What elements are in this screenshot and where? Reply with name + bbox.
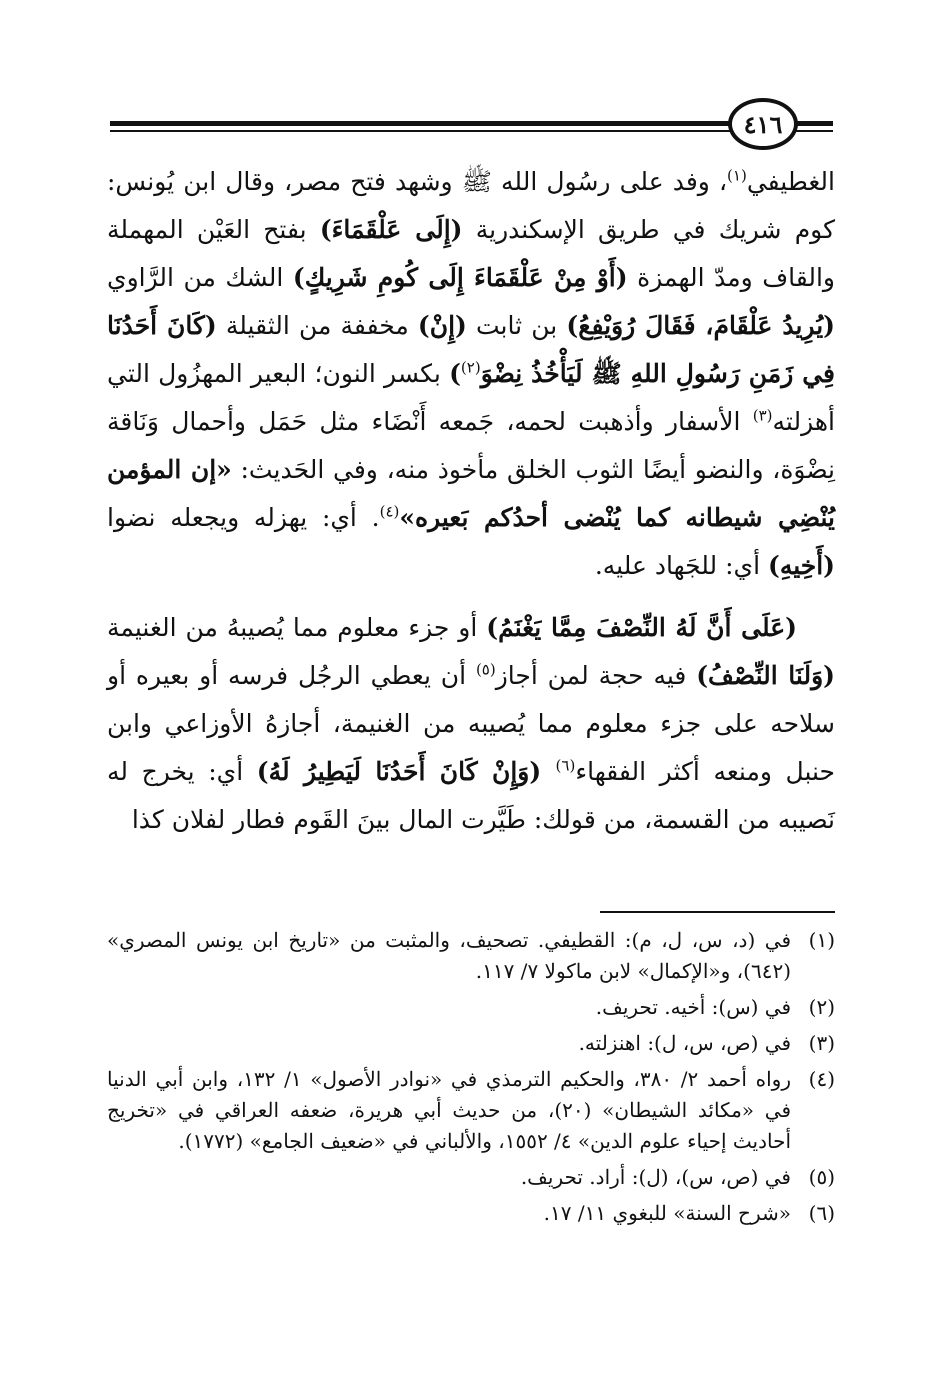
footnote-ref-1[interactable]: (١) — [727, 166, 747, 185]
footnotes — [107, 925, 835, 1234]
footnote-separator — [600, 911, 835, 913]
header-rule — [110, 121, 732, 126]
text: أي: يخرج له نَصيبه من القسمة، من قولك: طَيَّرت المال بينَ القَوم فطار لفلان كذا — [107, 757, 835, 834]
text: أن يعطي الرجُل فرسه أو بعيره أو سلاحه على جزء معلوم مما يُصيبه من الغنيمة، أجازهُ الأوزاعي وابن حنبل ومنعه أكثر الفقهاء — [107, 661, 835, 786]
hadith-quote-end: ) — [449, 359, 461, 388]
hadith-quote: (كَانَ أَحَدُنَا فِي زَمَنِ رَسُولِ اللهِ ﷺ لَيَأْخُذُ نِضْوَ — [107, 311, 835, 388]
footnote-ref-6[interactable]: (٦) — [555, 756, 576, 775]
hadith-quote: (عَلَى أَنَّ لَهُ النِّصْفَ مِمَّا يَغْنَمُ) — [486, 613, 798, 642]
footnote-number: (٢) — [808, 995, 835, 1019]
text: الغطيفي — [746, 167, 835, 196]
text: أي: للجَهاد عليه. — [594, 551, 768, 580]
footnote-text: في (س): أخيه. تحريف. — [595, 995, 791, 1019]
text: الأسفار وأذهبت لحمه، جَمعه أَنْضَاء مثل حَمَل وأحمال وَنَاقة نِضْوَة، والنضو أيضًا الثوب الخلق مأخوذ منه، وفي الحَديث: — [107, 407, 835, 484]
text: بفتح العَيْن المهملة والقاف ومدّ الهمزة — [107, 215, 836, 292]
text: أو جزء معلوم مما يُصيبهُ من الغنيمة — [107, 613, 487, 642]
main-text — [107, 158, 835, 844]
hadith-quote: (يُرِيدُ عَلْقَامَ، فَقَالَ رُوَيْفِعُ) — [566, 311, 835, 340]
footnote-number: (٣) — [808, 1031, 835, 1055]
footnote-ref-5[interactable]: (٥) — [475, 660, 496, 679]
header-rule-right-thin — [795, 130, 833, 132]
footnote-number: (١) — [808, 928, 835, 952]
hadith-quote: (وَإِنْ كَانَ أَحَدُنَا لَيَطِيرُ لَهُ) — [256, 757, 556, 786]
hadith-quote: (إِنْ) — [417, 311, 467, 340]
footnote-3 — [107, 1028, 835, 1059]
footnote-ref-3[interactable]: (٣) — [752, 406, 773, 425]
footnote-text: في (ص، س، ل): اهنزلته. — [578, 1031, 791, 1055]
text: الشك من الرَّاوي — [107, 263, 293, 292]
hadith-quote: (أَوْ مِنْ عَلْقَمَاءَ إِلَى كُومِ شَرِيكٍ) — [292, 263, 628, 292]
hadith-quote: (أَخِيهِ) — [767, 551, 835, 580]
footnote-text: في (د، س، ل، م): القطيفي. تصحيف، والمثبت من «تاريخ ابن يونس المصري» (٦٤٢)، و«الإكمال» لابن ماكولا ٧/ ١١٧. — [107, 928, 791, 983]
page-number: ٤١٦ — [728, 98, 798, 150]
footnote-6 — [107, 1198, 835, 1229]
hadith-quote: (وَلَنَا النِّصْفُ) — [696, 661, 835, 690]
header-rule-right — [795, 121, 833, 126]
text: فيه حجة لمن أجاز — [495, 661, 697, 690]
hadith-quote: (إِلَى عَلْقَمَاءَ) — [319, 215, 463, 244]
hadith-quote: «إن المؤمن يُنْضِي شيطانه كما يُنْضى أحدُكم بَعيره» — [107, 455, 836, 532]
text: مخففة من الثقيلة — [216, 311, 418, 340]
text: . أي: يهزله ويجعله نضوا — [107, 503, 380, 532]
footnote-number: (٥) — [808, 1165, 835, 1189]
paragraph-2 — [107, 604, 835, 844]
paragraph-1 — [107, 158, 835, 590]
footnote-number: (٦) — [808, 1201, 835, 1225]
footnote-4 — [107, 1064, 835, 1157]
footnote-ref-4[interactable]: (٤) — [379, 502, 400, 521]
footnote-1 — [107, 925, 835, 987]
footnote-text: «شرح السنة» للبغوي ١١/ ١٧. — [543, 1201, 791, 1225]
footnote-2 — [107, 992, 835, 1023]
text: بن ثابت — [466, 311, 567, 340]
text: ، وفد على رسُول الله ﷺ وشهد فتح مصر، وقال ابن يُونس: كوم شريك في طريق الإسكندرية — [107, 167, 835, 244]
text: بكسر النون؛ البعير المهزُول التي أهزلته — [107, 359, 835, 436]
footnote-number: (٤) — [808, 1067, 835, 1091]
footnote-ref-2[interactable]: (٢) — [460, 358, 481, 377]
header-rule-thin — [110, 130, 732, 132]
footnote-text: في (ص، س)، (ل): أراد. تحريف. — [520, 1165, 791, 1189]
footnote-text: رواه أحمد ٢/ ٣٨٠، والحكيم الترمذي في «نوادر الأصول» ١/ ١٣٢، وابن أبي الدنيا في «مكائد الشيطان» (٢٠)، من حديث أبي هريرة، ضعفه العراقي في «تخريج أحاديث إحياء علوم الدين» ٤/ ١٥٥٢، والألباني في «ضعيف الجامع» (١٧٧٢). — [107, 1067, 792, 1153]
footnote-5 — [107, 1162, 835, 1193]
